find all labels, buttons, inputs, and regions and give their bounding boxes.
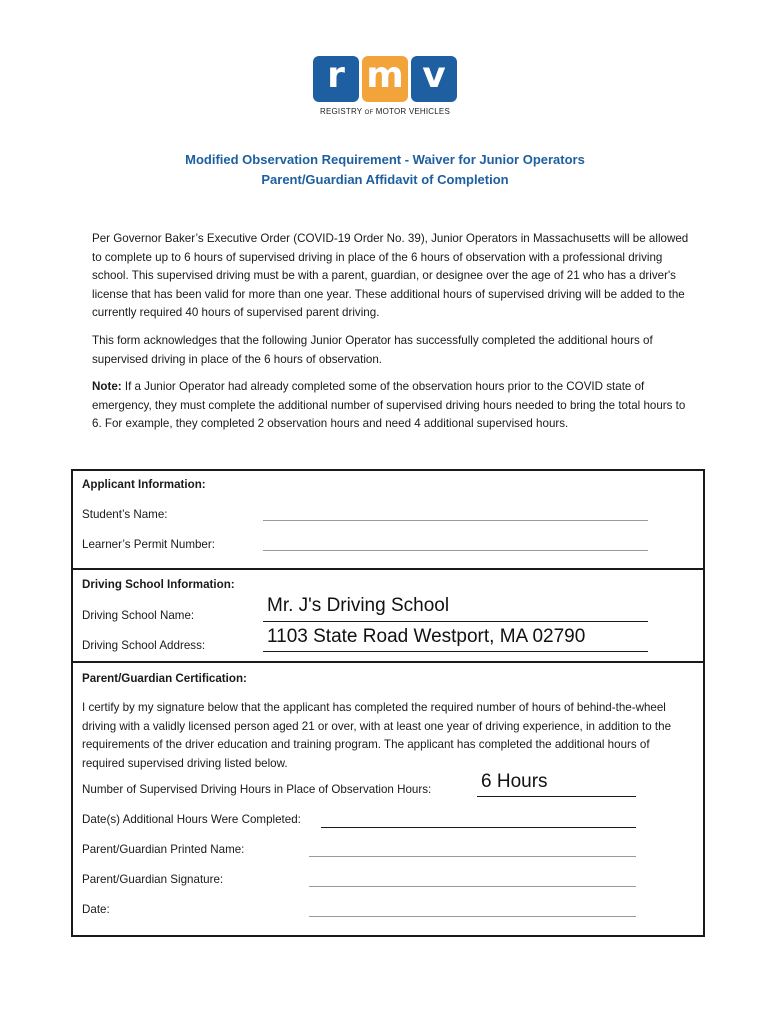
certification-statement: I certify by my signature below that the applicant has completed the required number of hours of behind-the-wheel driving with a validly licensed person aged 21 or over, with at least one year of driving experience, in addition to the requirements of the driver education and training program. The applicant has completed the additional hours of required supervised driving listed below. — [82, 701, 672, 770]
hours-value: 6 Hours — [481, 771, 548, 792]
logo-tile-v: v — [411, 56, 457, 102]
printed-name-label: Parent/Guardian Printed Name: — [82, 843, 245, 856]
school-heading: Driving School Information: — [82, 578, 235, 591]
logo-subtitle-of: OF — [364, 110, 374, 116]
note-label: Note: — [92, 380, 122, 393]
date-label: Date: — [82, 903, 110, 916]
school-address-value: 1103 State Road Westport, MA 02790 — [267, 626, 586, 647]
rmv-logo — [313, 56, 457, 116]
signature-field[interactable] — [309, 885, 636, 887]
dates-field[interactable] — [321, 826, 636, 828]
section-divider — [71, 568, 705, 570]
note-text: If a Junior Operator had already completed some of the observation hours prior to the COVID state of emergency, they must complete the additional number of supervised driving hours needed to bring the total hours to 6. For example, they completed 2 observation hours and need 4 additional supervised hours. — [92, 380, 686, 430]
school-address-label: Driving School Address: — [82, 639, 206, 652]
signature-label: Parent/Guardian Signature: — [82, 873, 224, 886]
form-subtitle: Parent/Guardian Affidavit of Completion — [261, 172, 509, 187]
logo-tiles — [313, 56, 457, 102]
logo-subtitle — [313, 107, 457, 116]
hours-label: Number of Supervised Driving Hours in Place of Observation Hours: — [82, 783, 432, 796]
school-name-field[interactable] — [263, 620, 648, 622]
logo-subtitle-post: MOTOR VEHICLES — [373, 107, 451, 116]
dates-label: Date(s) Additional Hours Were Completed: — [82, 813, 301, 826]
date-field[interactable] — [309, 915, 636, 917]
applicant-heading: Applicant Information: — [82, 478, 206, 491]
hours-field[interactable] — [477, 795, 636, 797]
form-title: Modified Observation Requirement - Waiver for Junior Operators — [185, 152, 585, 167]
student-name-label: Student’s Name: — [82, 508, 168, 521]
acknowledgement-paragraph: This form acknowledges that the following Junior Operator has successfully completed the additional hours of supervised driving in place of the 6 hours of observation. — [92, 334, 653, 366]
logo-tile-r: r — [313, 56, 359, 102]
logo-subtitle-pre: REGISTRY — [319, 107, 365, 116]
school-name-value: Mr. J's Driving School — [267, 595, 450, 616]
note-paragraph — [92, 378, 692, 434]
printed-name-field[interactable] — [309, 855, 636, 857]
permit-number-field[interactable] — [263, 549, 648, 551]
section-divider — [71, 661, 705, 663]
logo-tile-m: m — [362, 56, 408, 102]
student-name-field[interactable] — [263, 519, 648, 521]
school-name-label: Driving School Name: — [82, 609, 195, 622]
permit-number-label: Learner’s Permit Number: — [82, 538, 215, 551]
certification-heading: Parent/Guardian Certification: — [82, 672, 247, 685]
intro-paragraph: Per Governor Baker’s Executive Order (COVID-19 Order No. 39), Junior Operators in Massachusetts will be allowed to complete up to 6 hours of supervised driving in place of the 6 hours of observation with a professional driving school. This supervised driving must be with a parent, guardian, or designee over the age of 21 who has a driver's license that has been valid for more than one year. These additional hours of supervised driving will be added to the currently required 40 hours of supervised parent driving. — [92, 232, 689, 319]
school-address-field[interactable] — [263, 650, 648, 652]
